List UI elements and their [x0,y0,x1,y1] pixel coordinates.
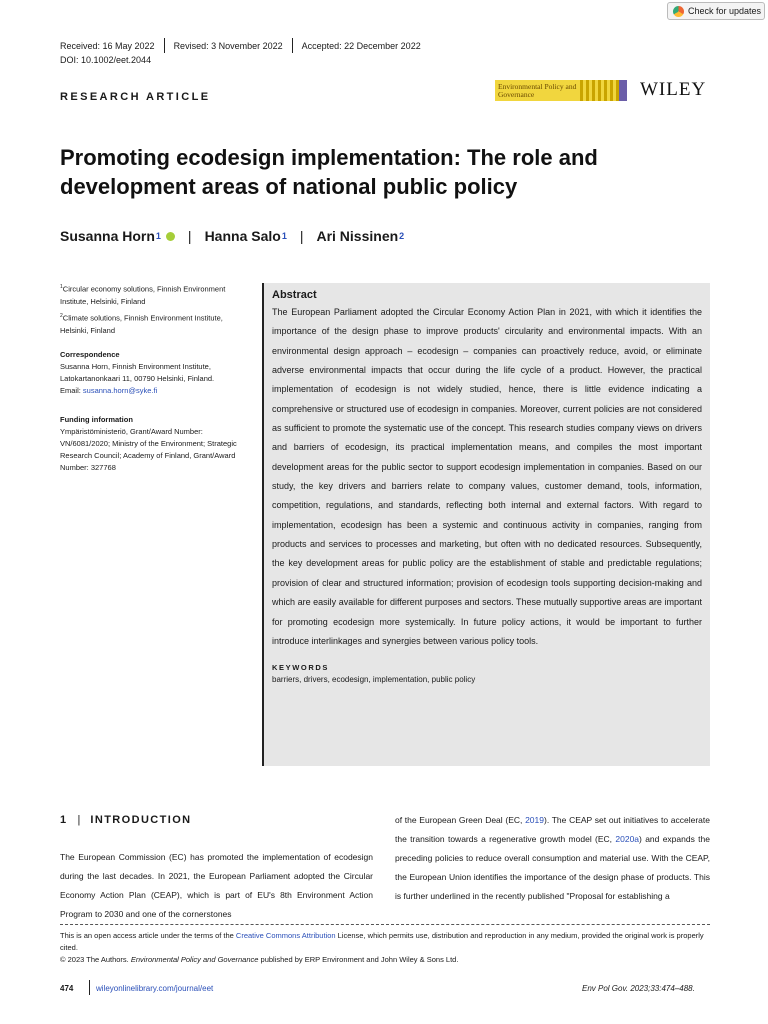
journal-logo-graphic [580,80,619,101]
abstract-box [262,283,710,766]
author-name[interactable]: Ari Nissinen [316,228,399,244]
reference-link[interactable]: 2019 [525,815,544,825]
check-updates-button[interactable] [667,2,765,20]
article-type: RESEARCH ARTICLE [60,91,211,103]
reference-link[interactable]: 2020a [615,834,640,844]
affiliation-number: 1 [60,284,63,290]
copyright-text: © 2023 The Authors. [60,955,131,964]
author-separator: | [187,228,192,244]
revised-date: Revised: 3 November 2022 [173,40,283,51]
author-list [60,228,404,244]
footer-separator [89,980,90,995]
affiliation-text: Circular economy solutions, Finnish Environment Institute, Helsinki, Finland [60,284,226,306]
check-updates-label: Check for updates [688,6,762,16]
section-title: INTRODUCTION [90,814,192,826]
body-column-left: The European Commission (EC) has promoted the implementation of ecodesign during the last decades. In 2021, the European Parliament adopted the Circular Economy Action Plan (CEAP), which is part of EU's 8th Environment Action Program to 2030 and one of the cornerstones [60,852,373,919]
dates-line [60,38,421,53]
date-separator [164,38,165,53]
orcid-icon[interactable] [166,232,175,241]
affiliation-number: 2 [60,313,63,319]
body-column-right [395,811,710,906]
funding-block [60,414,245,474]
journal-logo-edge [619,80,627,101]
doi[interactable]: DOI: 10.1002/eet.2044 [60,55,152,65]
page-number: 474 [60,984,74,993]
section-number: 1 [60,814,68,826]
correspondence-block [60,349,245,397]
journal-url-link[interactable]: wileyonlinelibrary.com/journal/eet [96,984,214,993]
keywords-heading: KEYWORDS [272,663,329,673]
footnote-divider [60,924,710,925]
email-link[interactable]: susanna.horn@syke.fi [82,386,158,395]
author-separator: | [299,228,304,244]
abstract-text: The European Parliament adopted the Circular Economy Action Plan in 2021, with which it identifies the importance of the design phase to improve products' circularity and environmental impacts. With an environmental design approach – ecodesign – companies can proactively reduce, avoid, or eliminate adverse environmental impacts that occur during the life cycle of a product. However, the practical implementation of ecodesign is not widely studied, hence, there is little evidence indicating a comprehensive or structured use of ecodesign in companies. Moreover, current policies are not considered as sufficient to promote the systematic use of the concept. This research studies company views on drivers and barriers of ecodesign, its practical implementation means, and compiles the most important development areas for the public sector to support ecodesign implementation in companies. Based on our study, the key drivers and barriers relate to company values, customer demand, tools, information, competition, regulations, and standards, reflecting both internal and external factors. With regard to implementation, ecodesign has been a systemic and continuous activity in companies, ranging from products and services to processes and marketing, but often with no dedicated resources. Subsequently, the key development areas for public policy are the establishment of stable and predictable regulations; provision of clear and structured information; provision of ecodesign tools supporting decision-making and which are easily available for different purposes and sectors. These mutually supportive areas are important for promoting ecodesign more systemically. In future policy actions, it would be important to further introduce interlinkages and synergies between various policy tools. [272,307,702,646]
date-separator [292,38,293,53]
section-separator: | [77,814,81,826]
affiliation-text: Climate solutions, Finnish Environment Institute, Helsinki, Finland [60,313,223,335]
funding-text: Ympäristöministeriö, Grant/Award Number: VN/6081/2020; Ministry of the Environment; Strategic Research Council; Academy of Finland, Grant/Award Number: 327768 [60,427,237,472]
body-text: ). The CEAP set out initiatives to accelerate the transition towards a regenerative growth model (EC, [395,815,710,844]
affiliation [60,281,245,308]
author-affiliation-mark: 2 [399,231,405,241]
crossmark-icon [673,6,684,17]
license-text: License, which permits use, distribution and reproduction in any medium, provided the original work is properly cited. [60,931,704,952]
publisher-logo: WILEY [640,79,707,100]
body-text: ) and expands the preceding policies to reduce overall consumption and material use. With the CEAP, the European Union identifies the importance of the design phase of products. This is further underlined in the recently published "Proposal for establishing a [395,834,710,901]
author-affiliation-mark: 1 [281,231,287,241]
author-name[interactable]: Susanna Horn [60,228,155,244]
copyright-journal: Environmental Policy and Governance [130,955,259,964]
author-name[interactable]: Hanna Salo [204,228,281,244]
received-date: Received: 16 May 2022 [60,40,155,51]
correspondence-heading: Correspondence [60,350,120,359]
body-text: of the European Green Deal (EC, [395,815,526,825]
email-label: Email: [60,386,83,395]
article-title: Promoting ecodesign implementation: The role and development areas of national public policy [60,145,598,199]
license-link[interactable]: Creative Commons Attribution [235,931,336,940]
correspondence-text: Susanna Horn, Finnish Environment Institute, Latokartanonkaari 11, 00790 Helsinki, Finland. [60,362,215,383]
citation: Env Pol Gov. 2023;33:474–488. [582,984,695,993]
abstract-heading: Abstract [272,289,317,301]
license-block [60,930,720,966]
section-heading [60,814,192,826]
journal-logo [495,80,627,101]
license-text: This is an open access article under the terms of the [60,931,236,940]
author-affiliation-mark: 1 [155,231,161,241]
funding-heading: Funding information [60,415,133,424]
accepted-date: Accepted: 22 December 2022 [301,40,421,51]
copyright-text: published by ERP Environment and John Wiley & Sons Ltd. [258,955,459,964]
keywords-text: barriers, drivers, ecodesign, implementation, public policy [272,675,476,685]
journal-logo-text: Environmental Policy and Governance [498,81,577,99]
affiliation [60,310,245,337]
